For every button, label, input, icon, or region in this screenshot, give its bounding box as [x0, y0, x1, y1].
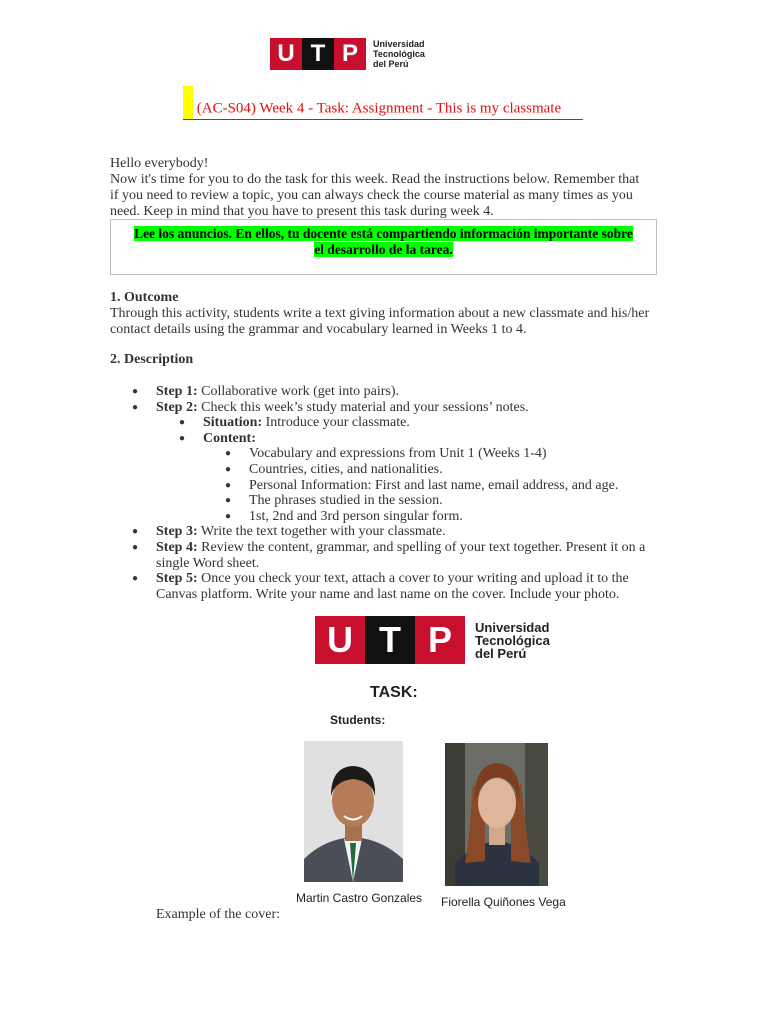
intro-greeting: Hello everybody! [110, 156, 209, 171]
cover-caption: Example of the cover: [156, 907, 281, 922]
announcement-line: Lee los anuncios. En ellos, tu docente está compartiendo información importante sobre [134, 226, 633, 241]
announcement-text [111, 226, 656, 258]
intro-line: if you need to review a topic, you can always check the course material as many times as you [110, 188, 633, 203]
bullet-icon: ● [225, 479, 232, 491]
student-photo-2-image [445, 743, 548, 886]
sub-item [179, 415, 666, 431]
logo-name-line: Tecnológica [475, 632, 550, 648]
outcome-heading: 1. Outcome [110, 290, 179, 305]
bullet-icon: ● [132, 573, 139, 585]
logo-name-line: Tecnológica [373, 49, 425, 59]
steps-list [132, 384, 666, 602]
outcome-line: Through this activity, students write a text giving information about a new classmate and his/her [110, 306, 650, 321]
student-1-name: Martin Castro Gonzales [296, 891, 423, 905]
bullet-icon: ● [132, 401, 139, 413]
bullet-icon: ● [225, 510, 232, 522]
content-item [225, 508, 666, 525]
logo-letter-p: P [415, 616, 465, 664]
step-text: Once you check your text, attach a cover to your writing and upload it to the [197, 571, 629, 587]
description-heading: 2. Description [110, 352, 194, 367]
step-text: Collaborative work (get into pairs). [197, 384, 400, 399]
step-item [132, 571, 666, 602]
content-item-text: 1st, 2nd and 3rd person singular form. [249, 508, 463, 524]
logo-name-line: Universidad [475, 619, 550, 635]
logo-university-name [475, 621, 550, 660]
outcome-text [110, 306, 670, 338]
content-item [225, 493, 666, 509]
content-item-text: Vocabulary and expressions from Unit 1 (Weeks 1-4) [249, 446, 547, 462]
content-item [225, 461, 666, 478]
student-photo-1-image [304, 741, 403, 882]
content-item [225, 446, 666, 462]
title-highlight-marker [183, 86, 193, 120]
bullet-icon: ● [132, 526, 139, 538]
content-item-text: Personal Information: First and last name, email address, and age. [249, 477, 619, 493]
content-item-text: The phrases studied in the session. [249, 493, 443, 509]
bullet-icon: ● [132, 386, 139, 397]
bullet-icon: ● [179, 417, 186, 429]
student-photo-1 [304, 741, 403, 882]
bullet-icon: ● [132, 541, 139, 553]
step-item [132, 384, 666, 400]
logo-name-line: Universidad [373, 39, 425, 49]
utp-logo [270, 38, 425, 70]
step-label: Step 5: [156, 571, 198, 587]
step-label: Step 4: [156, 539, 198, 555]
logo-letter-u: U [270, 38, 302, 70]
step-text: Review the content, grammar, and spelling of your text together. Present it on a [197, 539, 646, 555]
step-text: single Word sheet. [156, 555, 260, 571]
student-2-name: Fiorella Quiñones Vega [441, 895, 566, 909]
step-item [132, 399, 666, 525]
cover-utp-logo [315, 616, 550, 664]
page-title [183, 98, 561, 120]
sub-label: Situation: [203, 415, 263, 431]
sub-item [179, 430, 666, 525]
step-item [132, 524, 666, 540]
title-underline [183, 119, 583, 120]
sub-label: Content: [203, 430, 256, 446]
logo-letter-u: U [315, 616, 365, 664]
step-text: Check this week’s study material and your sessions’ notes. [197, 399, 529, 415]
intro-line: Now it's time for you to do the task for this week. Read the instructions below. Remember that [110, 172, 640, 187]
student-photo-2 [445, 743, 548, 886]
announcement-box [110, 219, 657, 275]
intro-line: need. Keep in mind that you have to present this task during week 4. [110, 204, 494, 219]
cover-task-label: TASK: [370, 684, 418, 701]
logo-letter-t: T [365, 616, 415, 664]
step-label: Step 2: [156, 399, 198, 415]
logo-name-line: del Perú [475, 645, 527, 661]
step-label: Step 1: [156, 384, 198, 399]
content-item [225, 477, 666, 494]
cover-students-label: Students: [330, 713, 386, 727]
announcement-line: el desarrollo de la tarea. [314, 242, 453, 257]
bullet-icon: ● [225, 463, 232, 475]
bullet-icon: ● [225, 448, 232, 460]
logo-letter-p: P [334, 38, 366, 70]
logo-letter-t: T [302, 38, 334, 70]
intro-paragraph [110, 156, 665, 220]
logo-name-line: del Perú [373, 59, 409, 69]
step-text: Write the text together with your classmate. [197, 524, 446, 540]
step-item [132, 539, 666, 571]
step-label: Step 3: [156, 524, 198, 540]
title-text: (AC-S04) Week 4 - Task: Assignment - This is my classmate [196, 100, 562, 117]
step-text: Canvas platform. Write your name and last name on the cover. Include your photo. [156, 586, 620, 602]
bullet-icon: ● [225, 495, 232, 507]
bullet-icon: ● [179, 432, 186, 444]
outcome-line: contact details using the grammar and vocabulary learned in Weeks 1 to 4. [110, 322, 527, 337]
sub-text: Introduce your classmate. [262, 415, 410, 431]
content-item-text: Countries, cities, and nationalities. [249, 461, 443, 477]
logo-university-name [373, 39, 425, 69]
